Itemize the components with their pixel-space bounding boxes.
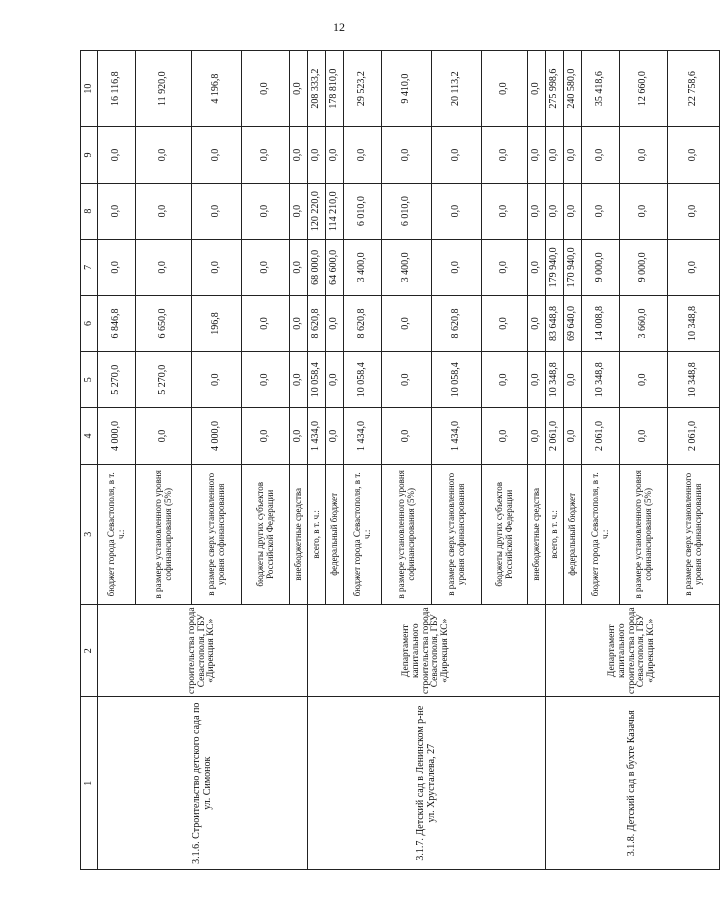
value-cell: 20 113,2 [432, 51, 482, 127]
funding-source: бюджет города Севастополя, в т. ч.: [344, 464, 382, 605]
value-cell: 0,0 [528, 239, 546, 295]
value-cell: 0,0 [242, 127, 290, 183]
value-cell: 0,0 [290, 408, 308, 464]
budget-table [80, 50, 720, 870]
value-cell: 1 434,0 [344, 408, 382, 464]
value-cell: 0,0 [482, 295, 528, 351]
funding-source: всего, в т. ч.: [546, 464, 564, 605]
value-cell: 0,0 [620, 352, 668, 408]
value-cell: 0,0 [432, 183, 482, 239]
value-cell: 0,0 [242, 352, 290, 408]
value-cell: 0,0 [192, 127, 242, 183]
value-cell: 0,0 [136, 183, 192, 239]
value-cell: 0,0 [98, 239, 136, 295]
value-cell: 4 000,0 [98, 408, 136, 464]
value-cell: 0,0 [290, 127, 308, 183]
value-cell: 179 940,0 [546, 239, 564, 295]
value-cell: 0,0 [482, 183, 528, 239]
value-cell: 5 270,0 [136, 352, 192, 408]
value-cell: 4 000,0 [192, 408, 242, 464]
value-cell: 0,0 [528, 127, 546, 183]
value-cell: 12 660,0 [620, 51, 668, 127]
executor: Департамент капитального строительства города Севастополя, ГБУ «Дирекция КС» [546, 605, 720, 697]
funding-source: федеральный бюджет [564, 464, 582, 605]
table-row [308, 51, 326, 870]
value-cell: 10 058,4 [308, 352, 326, 408]
value-cell: 178 810,0 [326, 51, 344, 127]
value-cell: 29 523,2 [344, 51, 382, 127]
value-cell: 0,0 [382, 408, 432, 464]
section-name: 3.1.7. Детский сад в Ленинском р-не ул. Хрусталева, 27 [308, 697, 546, 870]
executor: Департамент капитального строительства города Севастополя, ГБУ «Дирекция КС» [308, 605, 546, 697]
value-cell: 10 348,8 [668, 295, 720, 351]
value-cell: 10 058,4 [432, 352, 482, 408]
funding-source: бюджеты других субъектов Российской Федерации [242, 464, 290, 605]
value-cell: 0,0 [382, 295, 432, 351]
rotated-table-container [80, 50, 703, 870]
value-cell: 0,0 [344, 127, 382, 183]
value-cell: 1 434,0 [432, 408, 482, 464]
value-cell: 170 940,0 [564, 239, 582, 295]
funding-source: в размере сверх установленного уровня софинансирования [668, 464, 720, 605]
table-row [546, 51, 564, 870]
value-cell: 114 210,0 [326, 183, 344, 239]
value-cell: 3 660,0 [620, 295, 668, 351]
section-name: 3.1.6. Строительство детского сада по ул. Симонок [98, 697, 308, 870]
value-cell: 68 000,0 [308, 239, 326, 295]
executor: строительства города Севастополя, ГБУ «Дирекция КС» [98, 605, 308, 697]
value-cell: 0,0 [290, 239, 308, 295]
value-cell: 0,0 [136, 127, 192, 183]
column-header: 4 [81, 408, 98, 464]
table-row [98, 51, 136, 870]
value-cell: 10 348,8 [582, 352, 620, 408]
value-cell: 6 846,8 [98, 295, 136, 351]
column-header: 8 [81, 183, 98, 239]
value-cell: 69 640,0 [564, 295, 582, 351]
value-cell: 0,0 [668, 239, 720, 295]
value-cell: 2 061,0 [668, 408, 720, 464]
value-cell: 3 400,0 [344, 239, 382, 295]
value-cell: 5 270,0 [98, 352, 136, 408]
column-header: 5 [81, 352, 98, 408]
funding-source: федеральный бюджет [326, 464, 344, 605]
column-header: 7 [81, 239, 98, 295]
value-cell: 1 434,0 [308, 408, 326, 464]
value-cell: 4 196,8 [192, 51, 242, 127]
value-cell: 3 400,0 [382, 239, 432, 295]
value-cell: 0,0 [528, 295, 546, 351]
funding-source: бюджет города Севастополя, в т. ч.: [98, 464, 136, 605]
column-header: 9 [81, 127, 98, 183]
funding-source: в размере установленного уровня софинансирования (5%) [382, 464, 432, 605]
value-cell: 16 116,8 [98, 51, 136, 127]
header-row [81, 51, 98, 870]
funding-source: бюджет города Севастополя, в т. ч.: [582, 464, 620, 605]
value-cell: 0,0 [136, 239, 192, 295]
value-cell: 0,0 [528, 408, 546, 464]
value-cell: 10 348,8 [668, 352, 720, 408]
value-cell: 2 061,0 [582, 408, 620, 464]
value-cell: 0,0 [668, 183, 720, 239]
value-cell: 0,0 [290, 51, 308, 127]
value-cell: 9 410,0 [382, 51, 432, 127]
value-cell: 0,0 [582, 127, 620, 183]
value-cell: 0,0 [326, 295, 344, 351]
value-cell: 8 620,8 [308, 295, 326, 351]
value-cell: 22 758,6 [668, 51, 720, 127]
page-number: 12 [333, 20, 345, 34]
value-cell: 83 648,8 [546, 295, 564, 351]
value-cell: 0,0 [326, 352, 344, 408]
value-cell: 0,0 [290, 352, 308, 408]
value-cell: 6 010,0 [382, 183, 432, 239]
value-cell: 0,0 [432, 127, 482, 183]
value-cell: 0,0 [482, 239, 528, 295]
value-cell: 0,0 [290, 183, 308, 239]
value-cell: 0,0 [326, 127, 344, 183]
funding-source: в размере сверх установленного уровня софинансирования [432, 464, 482, 605]
value-cell: 0,0 [192, 183, 242, 239]
value-cell: 0,0 [482, 352, 528, 408]
funding-source: внебюджетные средства [290, 464, 308, 605]
value-cell: 240 580,0 [564, 51, 582, 127]
value-cell: 0,0 [242, 295, 290, 351]
funding-source: бюджеты других субъектов Российской Федерации [482, 464, 528, 605]
value-cell: 0,0 [564, 408, 582, 464]
value-cell: 10 058,4 [344, 352, 382, 408]
value-cell: 0,0 [482, 127, 528, 183]
value-cell: 9 000,0 [620, 239, 668, 295]
value-cell: 0,0 [326, 408, 344, 464]
value-cell: 0,0 [528, 51, 546, 127]
value-cell: 0,0 [242, 51, 290, 127]
value-cell: 9 000,0 [582, 239, 620, 295]
column-header: 3 [81, 464, 98, 605]
value-cell: 0,0 [242, 239, 290, 295]
value-cell: 120 220,0 [308, 183, 326, 239]
value-cell: 11 920,0 [136, 51, 192, 127]
value-cell: 0,0 [582, 183, 620, 239]
value-cell: 0,0 [382, 127, 432, 183]
value-cell: 0,0 [242, 183, 290, 239]
value-cell: 0,0 [482, 51, 528, 127]
column-header: 1 [81, 697, 98, 870]
value-cell: 6 010,0 [344, 183, 382, 239]
column-header: 10 [81, 51, 98, 127]
value-cell: 10 348,8 [546, 352, 564, 408]
value-cell: 0,0 [620, 408, 668, 464]
value-cell: 0,0 [564, 183, 582, 239]
value-cell: 0,0 [564, 127, 582, 183]
section-name: 3.1.8. Детский сад в бухте Казачья [546, 697, 720, 870]
value-cell: 0,0 [528, 352, 546, 408]
funding-source: всего, в т. ч.: [308, 464, 326, 605]
value-cell: 8 620,8 [344, 295, 382, 351]
value-cell: 0,0 [136, 408, 192, 464]
value-cell: 0,0 [242, 408, 290, 464]
value-cell: 0,0 [308, 127, 326, 183]
value-cell: 0,0 [482, 408, 528, 464]
value-cell: 0,0 [564, 352, 582, 408]
value-cell: 2 061,0 [546, 408, 564, 464]
value-cell: 6 650,0 [136, 295, 192, 351]
value-cell: 0,0 [620, 127, 668, 183]
column-header: 2 [81, 605, 98, 697]
value-cell: 64 600,0 [326, 239, 344, 295]
funding-source: в размере сверх установленного уровня софинансирования [192, 464, 242, 605]
value-cell: 0,0 [668, 127, 720, 183]
value-cell: 0,0 [98, 183, 136, 239]
funding-source: внебюджетные средства [528, 464, 546, 605]
value-cell: 0,0 [528, 183, 546, 239]
value-cell: 0,0 [192, 352, 242, 408]
value-cell: 0,0 [546, 183, 564, 239]
funding-source: в размере установленного уровня софинансирования (5%) [620, 464, 668, 605]
value-cell: 0,0 [290, 295, 308, 351]
value-cell: 0,0 [382, 352, 432, 408]
value-cell: 0,0 [546, 127, 564, 183]
column-header: 6 [81, 295, 98, 351]
value-cell: 0,0 [98, 127, 136, 183]
value-cell: 0,0 [432, 239, 482, 295]
value-cell: 275 998,6 [546, 51, 564, 127]
value-cell: 0,0 [192, 239, 242, 295]
value-cell: 196,8 [192, 295, 242, 351]
value-cell: 0,0 [620, 183, 668, 239]
value-cell: 14 008,8 [582, 295, 620, 351]
value-cell: 35 418,6 [582, 51, 620, 127]
funding-source: в размере установленного уровня софинансирования (5%) [136, 464, 192, 605]
value-cell: 208 333,2 [308, 51, 326, 127]
value-cell: 8 620,8 [432, 295, 482, 351]
